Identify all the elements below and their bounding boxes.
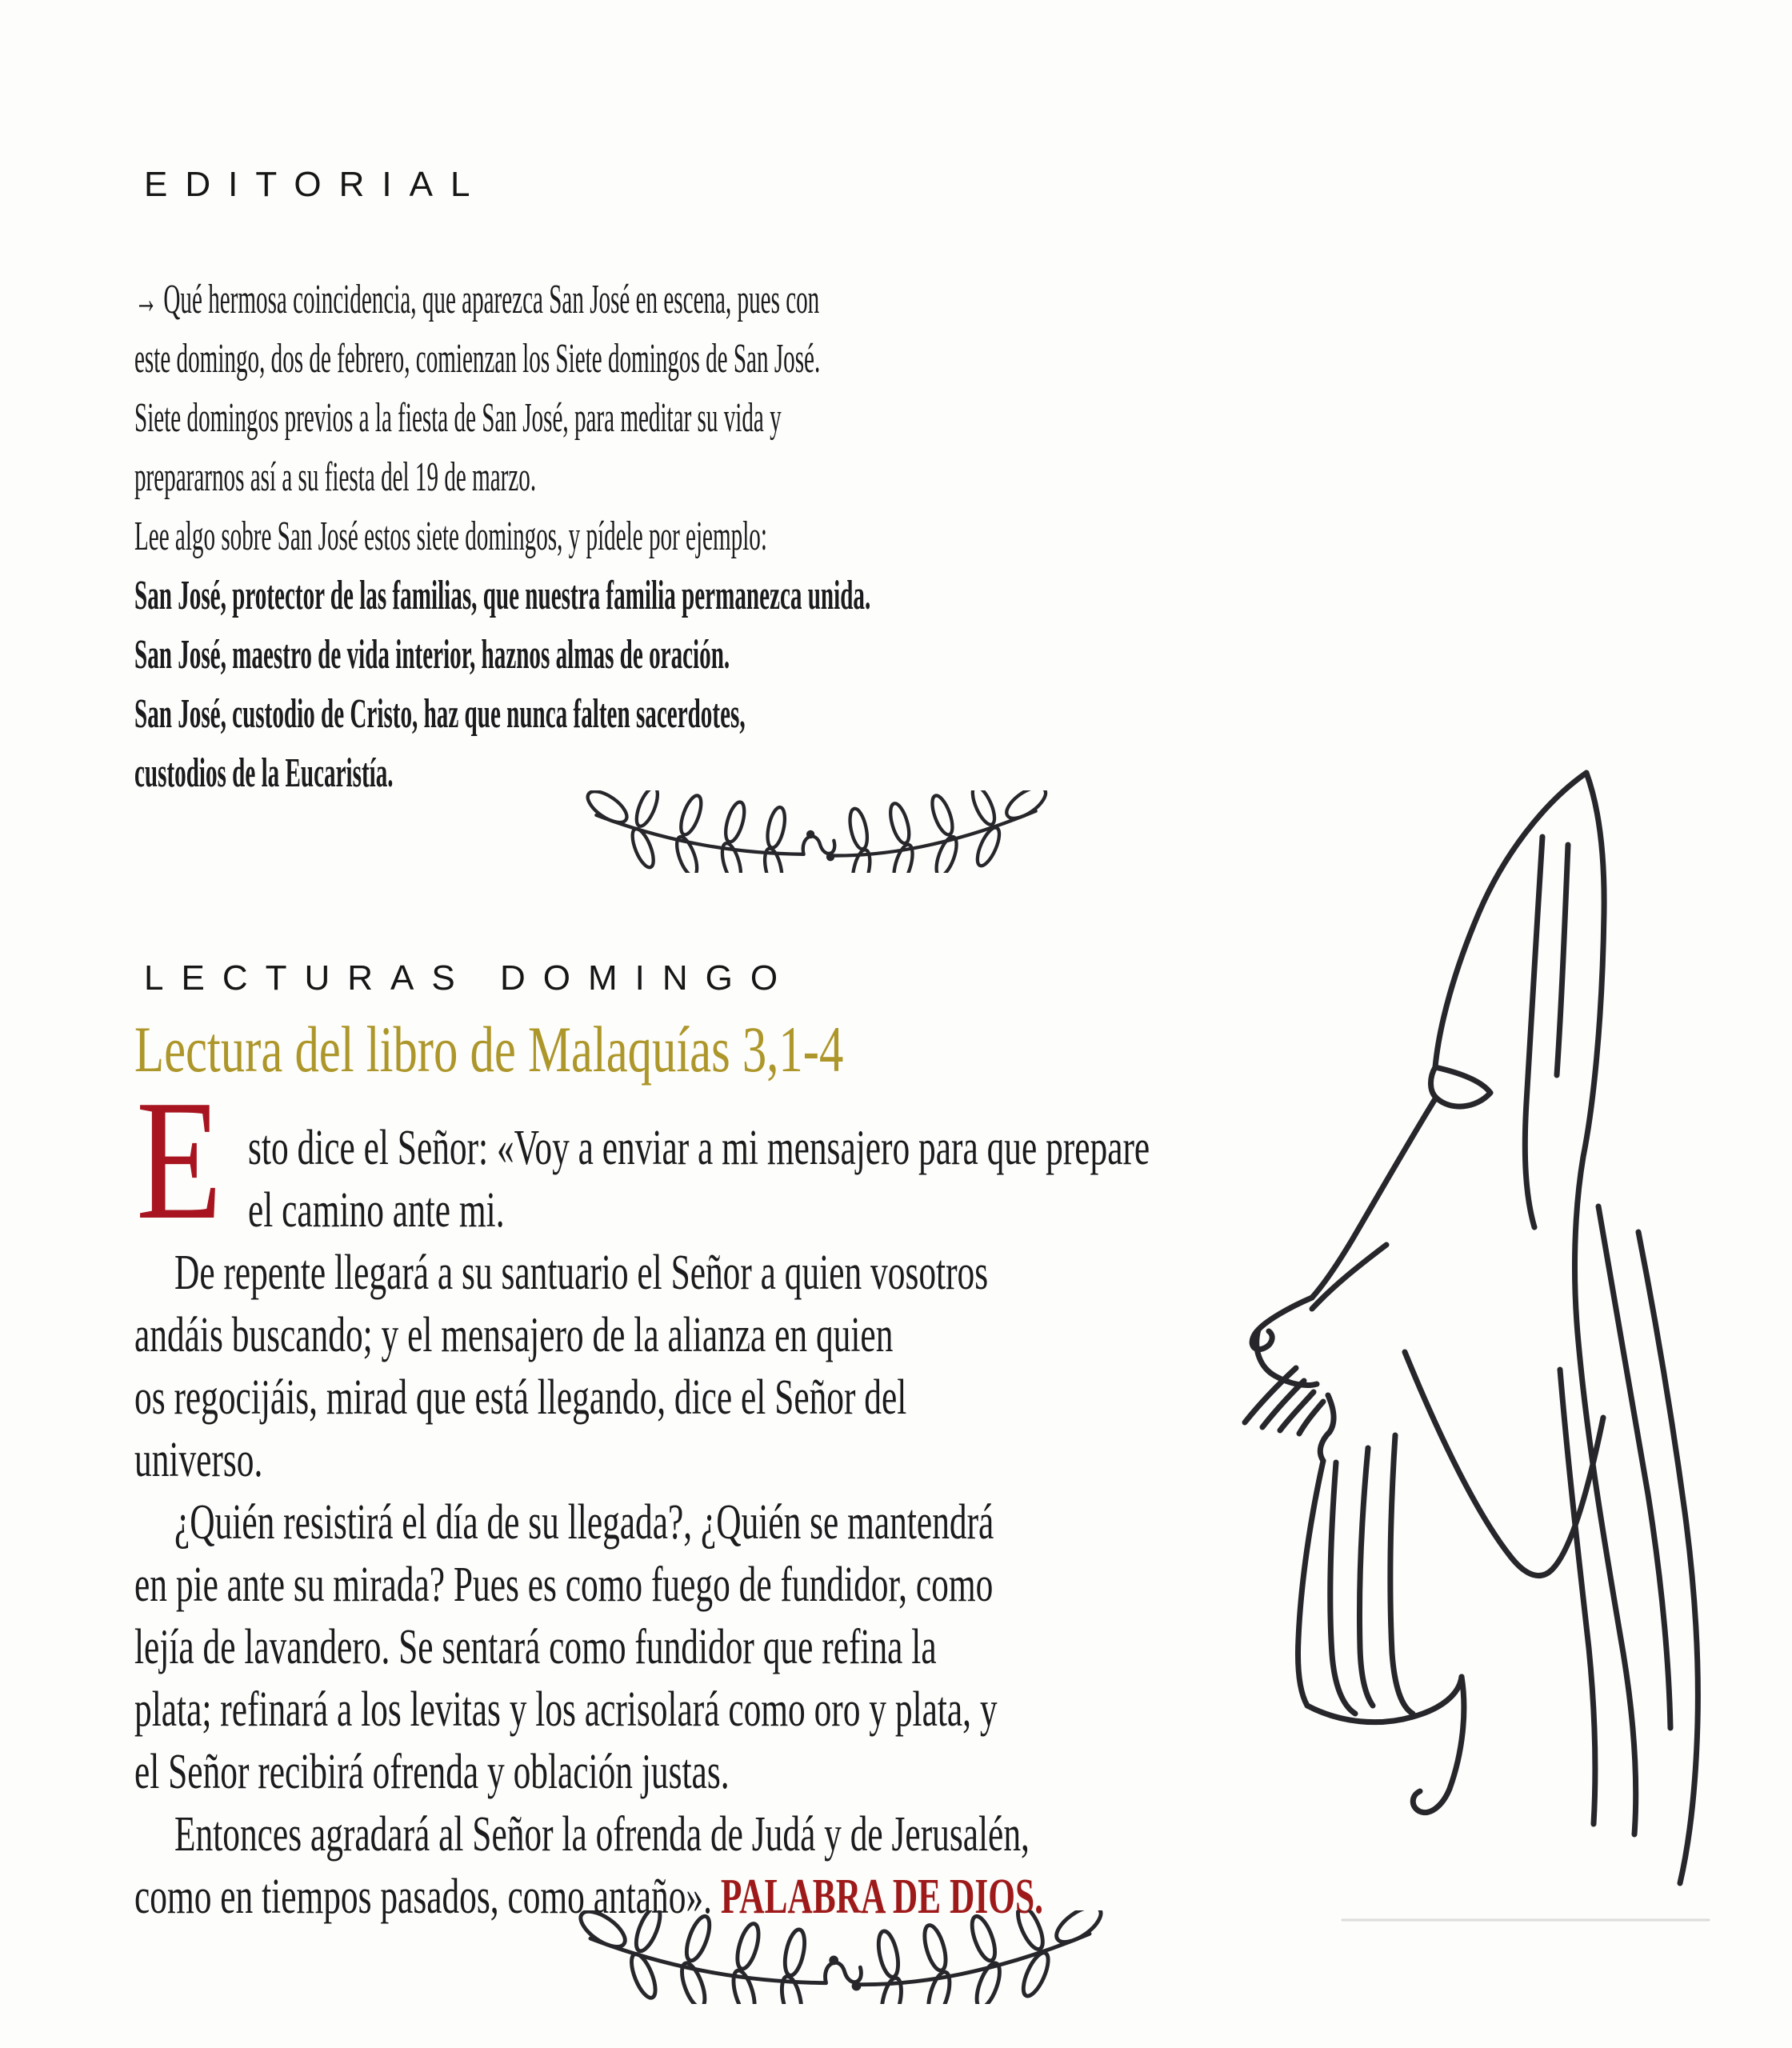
reading-line: plata; refinará a los levitas y los acrisolará como oro y plata, y [134, 1682, 998, 1737]
editorial-prayer-line: San José, protector de las familias, que nuestra familia permanezca unida. [134, 573, 871, 618]
reading-line: en pie ante su mirada? Pues es como fuego de fundidor, como [134, 1558, 994, 1612]
editorial-prayer-line: San José, custodio de Cristo, haz que nunca falten sacerdotes, [134, 691, 746, 737]
reading-title: Lectura del libro de Malaquías 3,1-4 [134, 1013, 844, 1086]
reading-line: andáis buscando; y el mensajero de la alianza en quien [134, 1308, 894, 1362]
lecturas-heading: LECTURAS DOMINGO [144, 958, 796, 998]
editorial-prayer-line: San José, maestro de vida interior, haznos almas de oración. [134, 632, 730, 678]
reading-line: lejía de lavandero. Se sentará como fundidor que refina la [134, 1620, 937, 1674]
reading-line: sto dice el Señor: «Voy a enviar a mi mensajero para que prepare [248, 1121, 1150, 1175]
editorial-line: Lee algo sobre San José estos siete domingos, y pídele por ejemplo: [134, 514, 767, 559]
illustration-container [1222, 758, 1712, 1930]
editorial-line: Siete domingos previos a la fiesta de San José, para meditar su vida y [134, 395, 782, 441]
reading-line: el Señor recibirá ofrenda y oblación justas. [134, 1745, 730, 1799]
editorial-prayer-line: custodios de la Eucaristía. [134, 750, 394, 796]
reading-line: Entonces agradará al Señor la ofrenda de Judá y de Jerusalén, [174, 1807, 1030, 1862]
editorial-line: → Qué hermosa coincidencia, que aparezca San José en escena, pues con [134, 277, 820, 322]
reading-line: os regocijáis, mirad que está llegando, dice el Señor del [134, 1370, 907, 1425]
laurel-branch-icon [556, 790, 1076, 873]
reading-line: De repente llegará a su santuario el Señor a quien vosotros [174, 1246, 989, 1300]
editorial-paragraph [134, 270, 1449, 803]
dropcap-letter: E [136, 1064, 222, 1255]
hooded-penitent-icon [1222, 758, 1712, 1930]
laurel-divider-bottom [544, 1910, 1136, 2004]
reading-line: el camino ante mi. [248, 1183, 505, 1238]
reading-line-text: como en tiempos pasados, como antaño». [134, 1870, 721, 1924]
reading-line: ¿Quién resistirá el día de su llegada?, ¿Quién se mantendrá [174, 1495, 994, 1550]
laurel-divider-top [556, 790, 1076, 873]
editorial-line: prepararnos así a su fiesta del 19 de marzo. [134, 454, 537, 500]
laurel-branch-icon [544, 1910, 1136, 2004]
reading-line: universo. [134, 1433, 263, 1487]
editorial-line: este domingo, dos de febrero, comienzan los Siete domingos de San José. [134, 336, 821, 382]
palabra-de-dios-label: PALABRA DE DIOS. [720, 1870, 1043, 1924]
editorial-heading: EDITORIAL [144, 165, 488, 204]
